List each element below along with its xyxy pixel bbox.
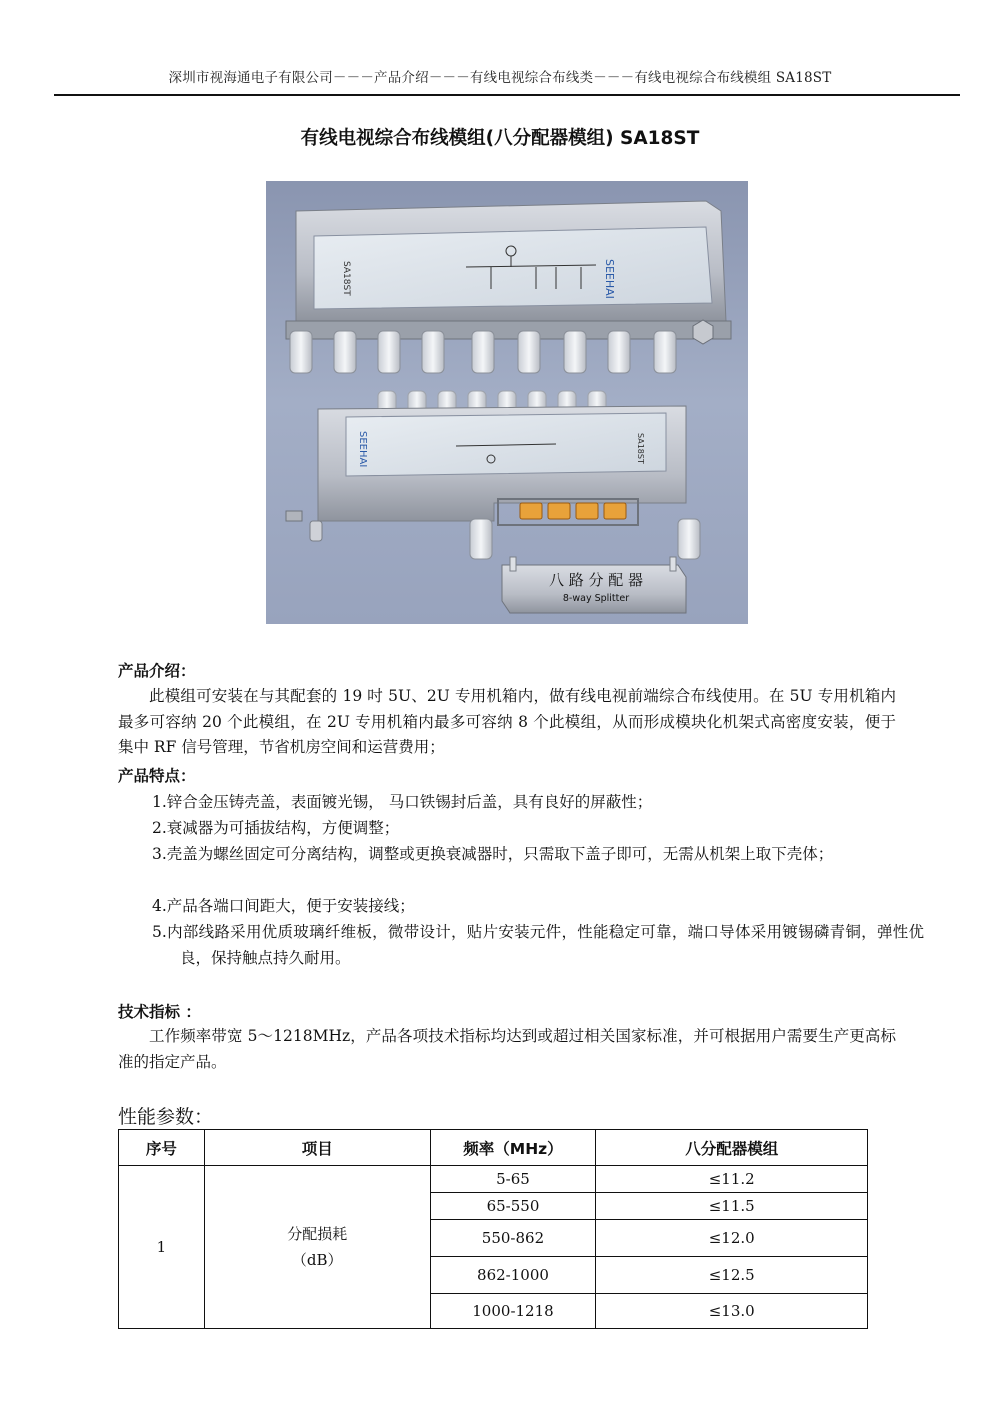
product-photo	[266, 181, 748, 624]
table-row	[119, 1166, 868, 1193]
features-heading: 产品特点：	[118, 767, 196, 785]
value-cell: ≤13.0	[596, 1294, 868, 1329]
page-header-breadcrumb: 深圳市视海通电子有限公司－－－产品介绍－－－有线电视综合布线类－－－有线电视综合布线模组 SA18ST	[168, 70, 832, 86]
value-cell: ≤12.0	[596, 1220, 868, 1257]
freq-cell: 1000-1218	[430, 1294, 596, 1329]
tech-paragraph: 工作频率带宽 5～1218MHz，产品各项技术指标均达到或超过相关国家标准，并可根据用户需要生产更高标准的指定产品。	[118, 1027, 896, 1071]
row-index-cell: 1	[119, 1166, 205, 1329]
value-cell: ≤11.2	[596, 1166, 868, 1193]
intro-paragraph: 此模组可安装在与其配套的 19 吋 5U、2U 专用机箱内，做有线电视前端综合布线使用。在 5U 专用机箱内最多可容纳 20 个此模组，在 2U 专用机箱内最多可容纳 8 个此模组，从而形成模块化机架式高密度安装，便于集中 RF 信号管理，节省机房空间和运营费用；	[118, 687, 896, 756]
feature-item-2: 2.衰减器为可插拔结构，方便调整；	[152, 819, 400, 837]
table-header-row	[119, 1130, 868, 1166]
tech-heading: 技术指标 ：	[118, 1003, 201, 1021]
param-name: 分配损耗	[287, 1225, 348, 1243]
upper-connectors	[290, 331, 676, 373]
intro-heading: 产品介绍：	[118, 662, 196, 680]
performance-heading: 性能参数：	[118, 1106, 214, 1128]
photo-model-label: SA18ST	[341, 261, 351, 296]
param-unit: （dB）	[291, 1251, 343, 1269]
header-divider	[54, 94, 960, 96]
splitter-block	[502, 557, 686, 613]
col-header-module: 八分配器模组	[596, 1130, 868, 1166]
svg-text:SEEHAI: SEEHAI	[357, 431, 368, 468]
feature-item-5: 5.内部线路采用优质玻璃纤维板，微带设计，贴片安装元件，性能稳定可靠，端口导体采用镀锡磷青铜，弹性优良，保持触点持久耐用。	[152, 923, 924, 967]
feature-item-3: 3.壳盖为螺丝固定可分离结构，调整或更换衰减器时，只需取下盖子即可，无需从机架上取下壳体；	[152, 845, 834, 863]
feature-item-1: 1.锌合金压铸壳盖，表面镀光锡， 马口铁锡封后盖，具有良好的屏蔽性；	[152, 793, 653, 811]
col-header-index: 序号	[119, 1130, 205, 1166]
col-header-frequency: 频率（MHz）	[430, 1130, 596, 1166]
feature-item-4: 4.产品各端口间距大，便于安装接线；	[152, 897, 415, 915]
performance-table	[118, 1129, 868, 1329]
freq-cell: 65-550	[430, 1193, 596, 1220]
value-cell: ≤12.5	[596, 1257, 868, 1294]
freq-cell: 862-1000	[430, 1257, 596, 1294]
freq-cell: 5-65	[430, 1166, 596, 1193]
photo-brand-label: SEEHAI	[603, 259, 616, 299]
document-title: 有线电视综合布线模组(八分配器模组) SA18ST	[300, 128, 700, 149]
photo-splitter-cn: 八 路 分 配 器	[548, 571, 644, 589]
photo-splitter-en: 8-way Splitter	[562, 593, 630, 604]
col-header-item: 项目	[204, 1130, 430, 1166]
value-cell: ≤11.5	[596, 1193, 868, 1220]
svg-text:SA18ST: SA18ST	[636, 433, 645, 464]
param-name-cell	[204, 1166, 430, 1329]
freq-cell: 550-862	[430, 1220, 596, 1257]
